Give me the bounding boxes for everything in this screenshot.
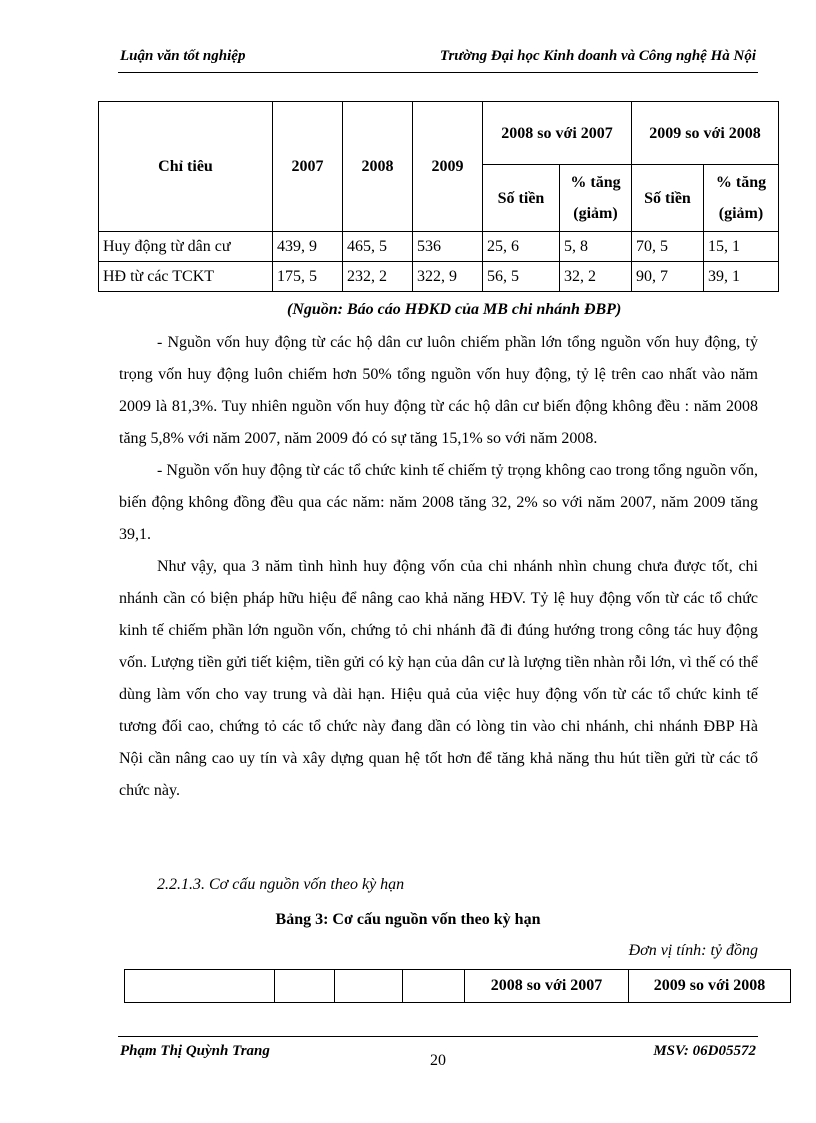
table-cell xyxy=(403,970,465,1003)
row-label: HĐ từ các TCKT xyxy=(99,262,273,292)
table-cell: 536 xyxy=(413,232,483,262)
body-text xyxy=(119,327,758,807)
header-compare-2008-2007: 2008 so với 2007 xyxy=(483,102,632,165)
subheader-percent: % tăng (giảm) xyxy=(704,165,779,232)
paragraph: Như vậy, qua 3 năm tình hình huy động vốn của chi nhánh nhìn chung chưa được tốt, chi nhánh cần có biện pháp hữu hiệu để nâng cao khả năng HĐV. Tỷ lệ huy động vốn từ các tổ chức kinh tế chiếm phần lớn nguồn vốn, chứng tỏ chi nhánh đã đi đúng hướng trong công tác huy động vốn. Lượng tiền gửi tiết kiệm, tiền gửi có kỳ hạn của dân cư là lượng tiền nhàn rỗi lớn, vì thế có thể dùng làm vốn cho vay trung và dài hạn. Hiệu quả của việc huy động vốn từ các tổ chức kinh tế tương đối cao, chứng tỏ các tổ chức này đang dần có lòng tin vào chi nhánh, chi nhánh ĐBP Hà Nội cần nâng cao uy tín và xây dựng quan hệ tốt hơn để tăng khả năng thu hút tiền gửi từ các tổ chức này. xyxy=(119,558,758,799)
table-cell: 5, 8 xyxy=(560,232,632,262)
table-cell xyxy=(125,970,275,1003)
page-number: 20 xyxy=(430,1052,446,1069)
term-structure-table xyxy=(124,969,791,1003)
header-compare-2008-2007: 2008 so với 2007 xyxy=(465,970,629,1003)
table-row xyxy=(99,262,779,292)
page-footer xyxy=(118,1036,758,1077)
header-compare-2009-2008: 2009 so với 2008 xyxy=(632,102,779,165)
header-year-2007: 2007 xyxy=(273,102,343,232)
table-cell: 25, 6 xyxy=(483,232,560,262)
table-cell: 439, 9 xyxy=(273,232,343,262)
table-cell: 322, 9 xyxy=(413,262,483,292)
header-year-2008: 2008 xyxy=(343,102,413,232)
subheader-percent: % tăng (giảm) xyxy=(560,165,632,232)
footer-student-id: MSV: 06D05572 xyxy=(653,1043,756,1059)
unit-note: Đơn vị tính: tỷ đồng xyxy=(628,942,758,959)
table-cell: 56, 5 xyxy=(483,262,560,292)
table-cell xyxy=(335,970,403,1003)
row-label: Huy động từ dân cư xyxy=(99,232,273,262)
paragraph: - Nguồn vốn huy động từ các tổ chức kinh tế chiếm tỷ trọng không cao trong tổng nguồn vốn, biến động không đồng đều qua các năm: năm 2008 tăng 32, 2% so với năm 2007, năm 2009 tăng 39,1. xyxy=(119,462,758,543)
subheader-amount: Số tiền xyxy=(632,165,704,232)
table-row xyxy=(125,970,791,1003)
table-cell: 32, 2 xyxy=(560,262,632,292)
table-cell: 175, 5 xyxy=(273,262,343,292)
table-title: Bảng 3: Cơ cấu nguồn vốn theo kỳ hạn xyxy=(275,911,541,928)
mobilization-table xyxy=(98,101,779,292)
table-cell: 39, 1 xyxy=(704,262,779,292)
header-compare-2009-2008: 2009 so với 2008 xyxy=(629,970,791,1003)
table-cell: 15, 1 xyxy=(704,232,779,262)
header-left-text: Luận văn tốt nghiệp xyxy=(120,48,246,64)
table-cell xyxy=(275,970,335,1003)
table-cell: 90, 7 xyxy=(632,262,704,292)
table-cell: 465, 5 xyxy=(343,232,413,262)
page-header xyxy=(118,46,758,73)
subheader-amount: Số tiền xyxy=(483,165,560,232)
footer-author: Phạm Thị Quỳnh Trang xyxy=(120,1043,270,1059)
header-year-2009: 2009 xyxy=(413,102,483,232)
table-source-note: (Nguồn: Báo cáo HĐKD của MB chi nhánh ĐBP) xyxy=(287,301,622,318)
table-cell: 70, 5 xyxy=(632,232,704,262)
header-indicator: Chỉ tiêu xyxy=(99,102,273,232)
table-cell: 232, 2 xyxy=(343,262,413,292)
table-row xyxy=(99,232,779,262)
header-right-text: Trường Đại học Kinh doanh và Công nghệ Hà Nội xyxy=(439,48,756,64)
section-heading: 2.2.1.3. Cơ cấu nguồn vốn theo kỳ hạn xyxy=(157,876,405,893)
paragraph: - Nguồn vốn huy động từ các hộ dân cư luôn chiếm phần lớn tổng nguồn vốn huy động, tỷ trọng vốn huy động luôn chiếm hơn 50% tổng nguồn vốn huy động, tỷ lệ trên cao nhất vào năm 2009 là 81,3%. Tuy nhiên nguồn vốn huy động từ các hộ dân cư biến động không đều : năm 2008 tăng 5,8% với năm 2007, năm 2009 đó có sự tăng 15,1% so với năm 2008. xyxy=(119,334,758,447)
